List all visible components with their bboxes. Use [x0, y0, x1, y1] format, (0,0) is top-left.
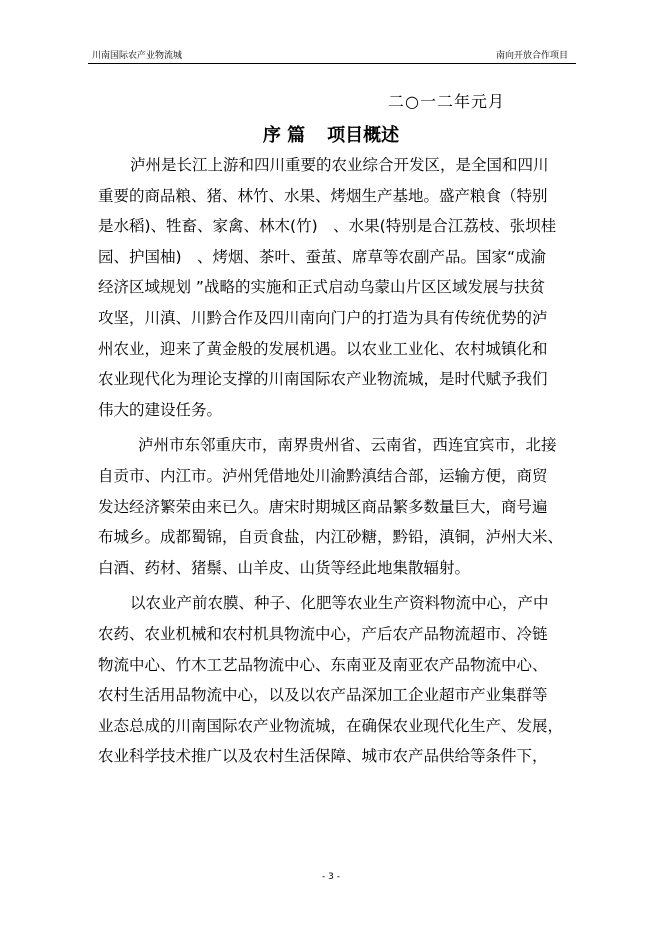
- section-title-part1: 序 篇: [262, 125, 306, 146]
- page-number: - 3 -: [322, 872, 340, 882]
- paragraph-line: 农村生活用品物流中心，以及以农产品深加工企业超市产业集群等: [98, 686, 548, 705]
- paragraph-line: 白酒、药材、猪鬃、山羊皮、山货等经此地集散辐射。: [98, 558, 471, 577]
- document-date: 二○一二年元月: [388, 92, 505, 111]
- paragraph-line: 园、护国柚) 、烤烟、茶叶、蚕茧、席草等农副产品。国家“成渝: [98, 247, 547, 266]
- paragraph-line: 攻坚，川滇、川黔合作及四川南向门户的打造为具有传统优势的泸: [98, 308, 548, 327]
- header-left-title: 川南国际农产业物流城: [92, 51, 183, 61]
- paragraph-1: [98, 150, 558, 425]
- header-right-title: 南向开放合作项目: [495, 51, 568, 61]
- paragraph-line: 物流中心、竹木工艺品物流中心、东南亚及南亚农产品物流中心、: [98, 655, 548, 674]
- paragraph-line: 州农业，迎来了黄金般的发展机遇。以农业工业化、农村城镇化和: [98, 339, 548, 358]
- paragraph-line: 农业科学技术推广以及农村生活保障、城市农产品供给等条件下，: [98, 747, 548, 766]
- paragraph-line: 泸州市东邻重庆市，南界贵州省、云南省，西连宜宾市，北接: [138, 436, 557, 455]
- paragraph-2: [98, 430, 564, 583]
- paragraph-line: 伟大的建设任务。: [98, 400, 223, 419]
- paragraph-line: 布城乡。成都蜀锦，自贡食盐，内江砂糖，黔铅，滇铜，泸州大米、: [98, 528, 564, 547]
- paragraph-3: [98, 588, 564, 772]
- paragraph-line: 农药、农业机械和农村机具物流中心，产后农产品物流超市、冷链: [98, 624, 548, 643]
- section-title: [0, 121, 662, 147]
- paragraph-line: 业态总成的川南国际农产业物流城，在确保农业现代化生产、发展，: [98, 716, 564, 735]
- paragraph-line: 农业现代化为理论支撑的川南国际农产业物流城，是时代赋予我们: [98, 370, 548, 389]
- section-title-part2: 项目概述: [327, 125, 400, 146]
- paragraph-line: 是水稻)、牲畜、家禽、林木(竹) 、水果(特别是合江荔枝、张坝桂: [98, 217, 557, 236]
- paragraph-line: 以农业产前农膜、种子、化肥等农业生产资料物流中心，产中: [130, 594, 549, 613]
- paragraph-line: 发达经济繁荣由来已久。唐宋时期城区商品繁多数量巨大，商号遍: [98, 497, 548, 516]
- paragraph-line: 经济区域规划 ”战略的实施和正式启动乌蒙山片区区域发展与扶贫: [98, 278, 545, 297]
- body-text: [98, 150, 564, 777]
- paragraph-line: 自贡市、内江市。泸州凭借地处川渝黔滇结合部，运输方便，商贸: [98, 466, 548, 485]
- paragraph-line: 泸州是长江上游和四川重要的农业综合开发区，是全国和四川: [130, 156, 549, 174]
- paragraph-line: 重要的商品粮、猪、林竹、水果、烤烟生产基地。盛产粮食（特别: [98, 186, 548, 205]
- page-header: [88, 48, 576, 64]
